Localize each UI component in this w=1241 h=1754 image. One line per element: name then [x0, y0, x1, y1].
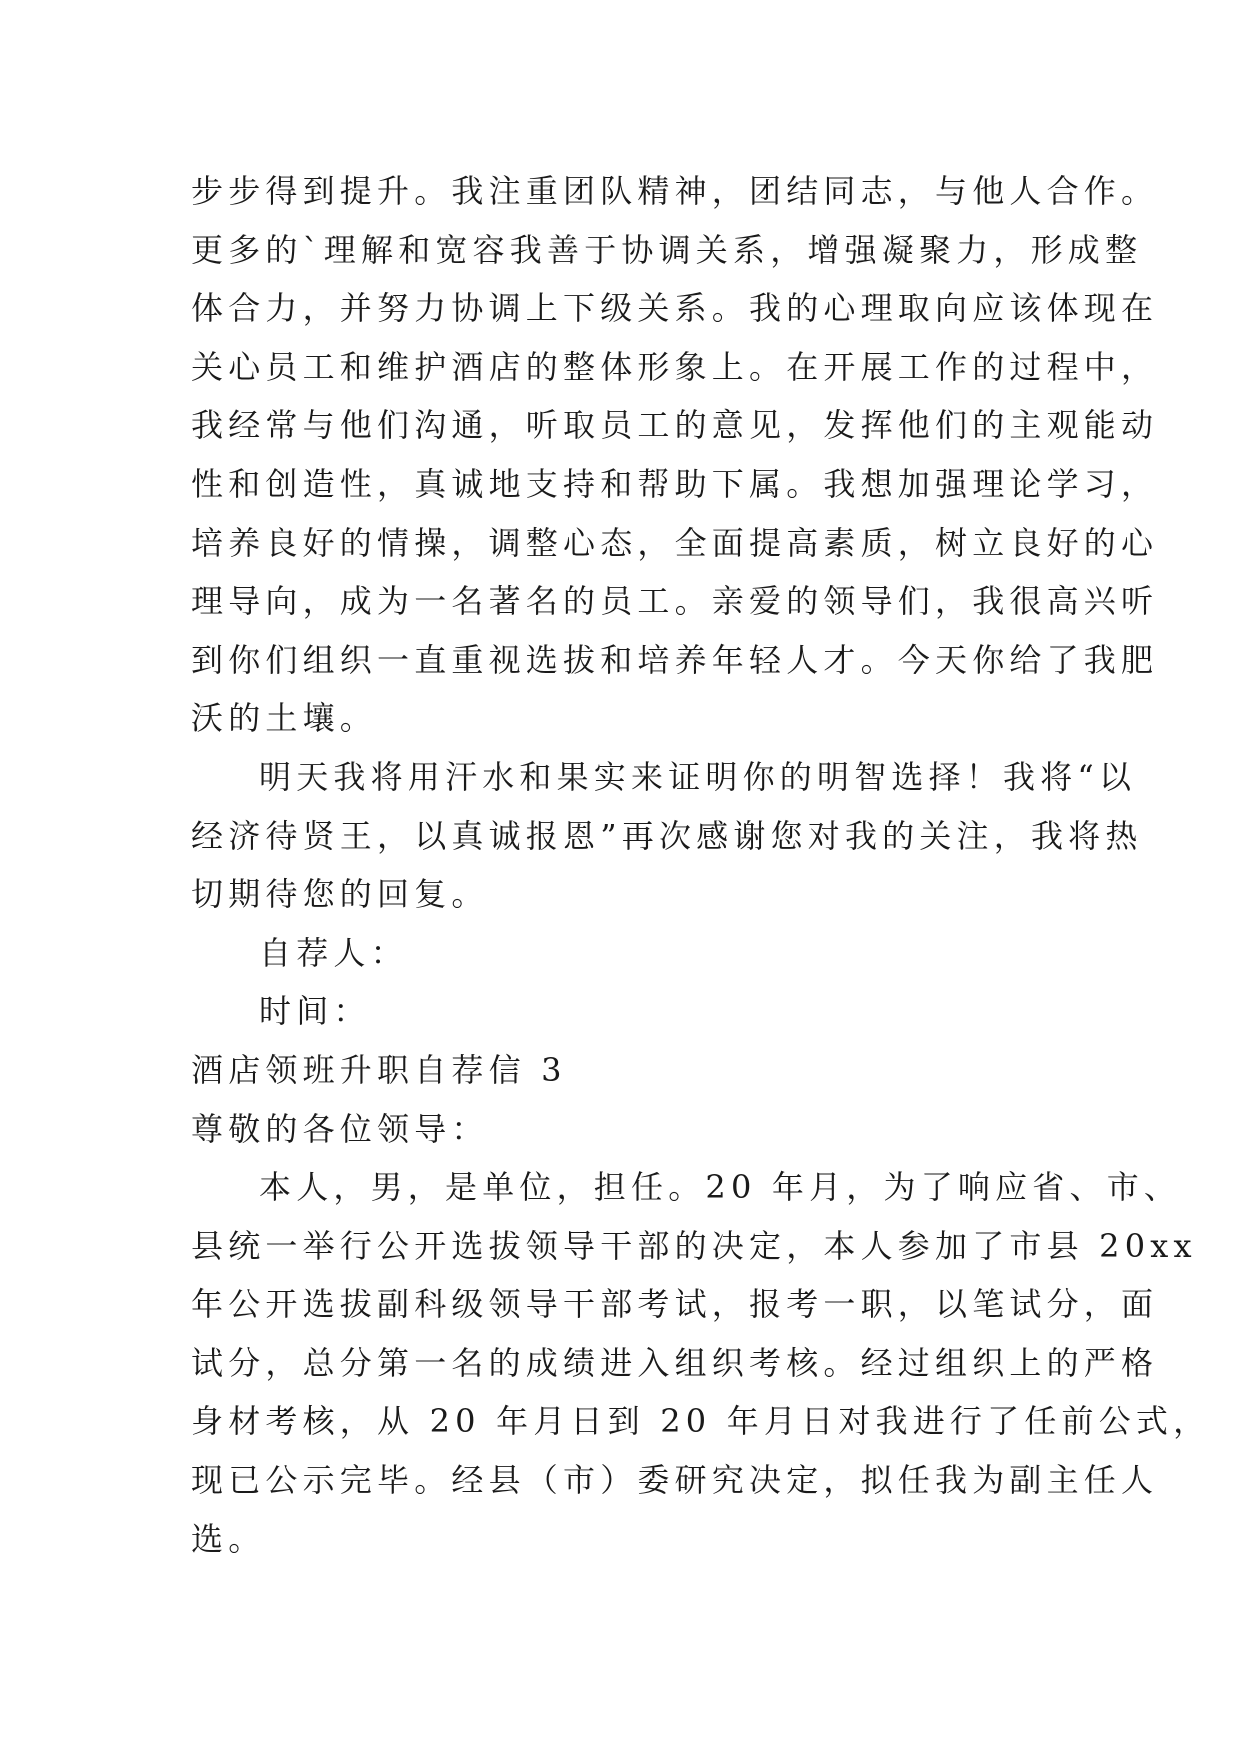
text-line: 试分，总分第一名的成绩进入组织考核。经过组织上的严格 [191, 1343, 1159, 1382]
text-line: 体合力，并努力协调上下级关系。我的心理取向应该体现在 [191, 289, 1159, 328]
text-line: 选。 [191, 1519, 266, 1558]
text-line: 到你们组织一直重视选拔和培养年轻人才。今天你给了我肥 [191, 640, 1159, 679]
signature-label: 自荐人： [259, 933, 408, 972]
text-line: 经济待贤王，以真诚报恩”再次感谢您对我的关注，我将热 [191, 816, 1143, 855]
text-line: 沃的土壤。 [191, 699, 378, 738]
text-line: 关心员工和维护酒店的整体形象上。在开展工作的过程中， [191, 347, 1159, 386]
text-line: 切期待您的回复。 [191, 875, 489, 914]
text-line: 我经常与他们沟通，听取员工的意见，发挥他们的主观能动 [191, 406, 1159, 445]
text-line: 步步得到提升。我注重团队精神，团结同志，与他人合作。 [191, 172, 1159, 210]
text-line: 身材考核，从 20 年月日到 20 年月日对我进行了任前公式， [191, 1402, 1211, 1441]
text-line: 更多的`理解和宽容我善于协调关系，增强凝聚力，形成整 [191, 230, 1143, 269]
text-line: 性和创造性，真诚地支持和帮助下属。我想加强理论学习， [191, 464, 1159, 503]
text-line: 理导向，成为一名著名的员工。亲爱的领导们，我很高兴听 [191, 582, 1159, 621]
paragraph-continuation [191, 162, 1159, 748]
text-line: 本人，男，是单位，担任。20 年月，为了响应省、市、 [259, 1168, 1182, 1207]
paragraph-body [191, 1158, 1211, 1568]
text-line: 现已公示完毕。经县（市）委研究决定，拟任我为副主任人 [191, 1461, 1159, 1500]
text-line: 县统一举行公开选拔领导干部的决定，本人参加了市县 20xx [191, 1226, 1197, 1265]
text-line: 年公开选拔副科级领导干部考试，报考一职，以笔试分，面 [191, 1285, 1159, 1324]
paragraph-closing [191, 748, 1143, 924]
salutation: 尊敬的各位领导： [191, 1109, 489, 1148]
text-line: 培养良好的情操，调整心态，全面提高素质，树立良好的心 [191, 523, 1159, 562]
time-label: 时间： [259, 992, 371, 1031]
text-line: 明天我将用汗水和果实来证明你的明智选择！我将“以 [259, 757, 1137, 796]
document-body [191, 162, 1211, 1568]
letter-title: 酒店领班升职自荐信 3 [191, 1050, 567, 1089]
